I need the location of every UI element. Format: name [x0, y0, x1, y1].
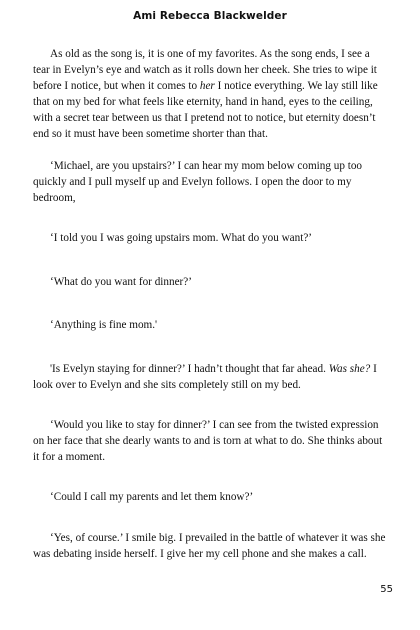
paragraph-8: ‘Could I call my parents and let them know?’: [50, 491, 254, 503]
paragraph-7: ‘Would you like to stay for dinner?’ I can see from the twisted expression on her face that she dearly wants to and is torn at what to do. She thinks about it for a moment.: [33, 419, 383, 463]
paragraph-5: ‘Anything is fine mom.': [50, 319, 158, 331]
paragraph-4: ‘What do you want for dinner?’: [50, 276, 192, 288]
running-header-author: Ami Rebecca Blackwelder: [133, 10, 287, 22]
paragraph-3: ‘I told you I was going upstairs mom. What do you want?’: [50, 232, 313, 244]
paragraph-6-text-rest: I look over to Evelyn and she sits completely still on my bed.: [33, 363, 377, 391]
paragraph-6: [33, 361, 389, 393]
paragraph-2: ‘Michael, are you upstairs?’ I can hear my mom below coming up too quickly and I pull myself up and Evelyn follows. I open the door to my bedroom,: [33, 160, 363, 204]
paragraph-6-emphasis: Was she?: [328, 363, 371, 375]
paragraph-1-emphasis: her: [199, 80, 215, 92]
page-number: 55: [380, 584, 393, 595]
paragraph-1: [33, 46, 389, 142]
paragraph-9: ‘Yes, of course.’ I smile big. I prevailed in the battle of whatever it was she was debating inside herself. I give her my cell phone and she makes a call.: [33, 532, 386, 560]
paragraph-6-text: 'Is Evelyn staying for dinner?’ I hadn’t thought that far ahead.: [50, 363, 329, 375]
paragraph-1-text-rest: I notice everything. We lay still like that on my bed for what feels like eternity, hand in hand, eyes to the ceiling, with a secret tear between us that I pretend not to notice, but eternity doesn’t end so it must have been sometime shorter than that.: [33, 80, 378, 140]
paragraph-1-text: As old as the song is, it is one of my favorites. As the song ends, I see a tear in Evelyn’s eye and watch as it rolls down her cheek. She tries to wipe it before I notice, but when it comes to: [33, 48, 377, 92]
